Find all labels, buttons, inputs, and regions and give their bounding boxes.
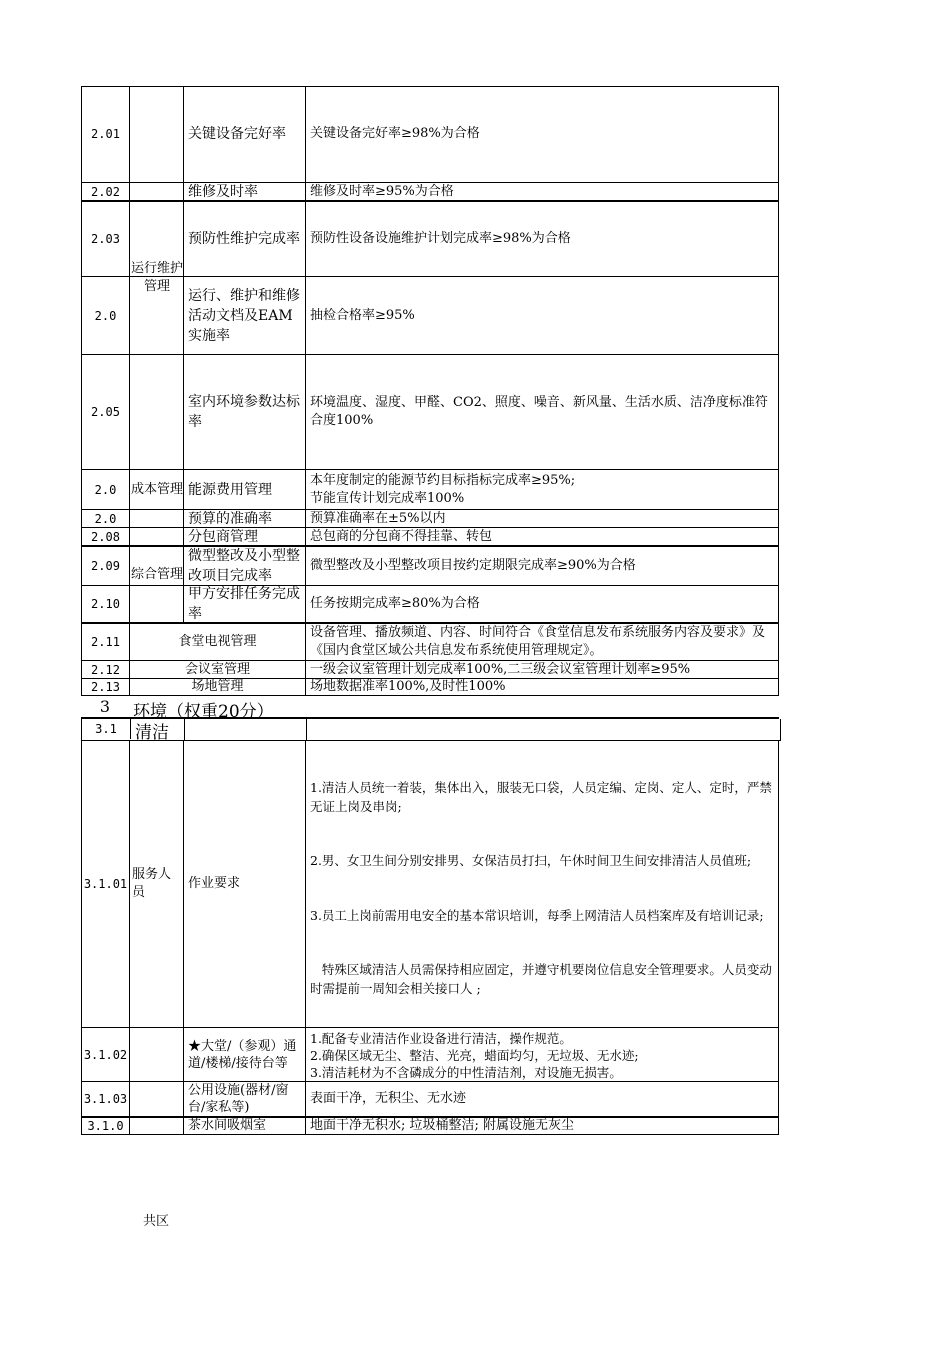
table-row — [81, 624, 779, 661]
category-cell — [129, 1028, 183, 1081]
item-name: 甲方安排任务完成率 — [183, 586, 305, 622]
table-row — [81, 86, 779, 183]
row-number: 2.01 — [81, 86, 129, 182]
section-number: 3.1 — [95, 722, 117, 736]
merged-item-name: 场地管理 — [129, 679, 305, 695]
item-standard: 维修及时率≥95%为合格 — [305, 183, 779, 200]
item-name: 能源费用管理 — [183, 470, 305, 509]
item-standard: 预算准确率在±5%以内 — [305, 510, 779, 527]
item-name: 茶水间吸烟室 — [183, 1118, 305, 1134]
category-cell — [129, 1082, 183, 1116]
row-number: 2.10 — [81, 586, 129, 622]
column-divider — [184, 719, 185, 740]
row-number: 2.0 — [81, 470, 129, 509]
table-row — [81, 1028, 779, 1082]
item-standard: 总包商的分包商不得挂靠、转包 — [305, 528, 779, 545]
item-standard: 场地数据准率100%,及时性100% — [305, 679, 779, 695]
table-row — [81, 661, 779, 679]
section-number: 3 — [99, 697, 111, 716]
row-number: 2.02 — [81, 183, 129, 200]
row-number: 2.13 — [81, 679, 129, 695]
table-row — [81, 547, 779, 586]
item-standard: 微型整改及小型整改项目按约定期限完成率≥90%为合格 — [305, 547, 779, 585]
table-row — [81, 586, 779, 624]
requirement-line: 1.配备专业清洁作业设备进行清洁，操作规范。 — [310, 1031, 572, 1046]
section-3-header — [81, 697, 779, 722]
section-title: 清洁 — [130, 718, 169, 739]
item-name: 运行、维护和维修活动文档及EAM实施率 — [183, 277, 305, 354]
item-standard: 抽检合格率≥95% — [305, 277, 779, 354]
requirement-line: 特殊区域清洁人员需保持相应固定，并遵守机要岗位信息安全管理要求。人员变动时需提前一周知会相关接口人 ; — [310, 962, 772, 996]
item-standard: 表面干净，无积尘、无水迹 — [305, 1082, 779, 1116]
item-requirements — [305, 1028, 779, 1081]
item-standard: 关键设备完好率≥98%为合格 — [305, 86, 779, 182]
section-title: 环境（权重20分） — [133, 702, 274, 722]
category-general: 综合管理 — [129, 528, 184, 622]
item-name: 预防性维护完成率 — [183, 202, 305, 276]
row-number: 2.11 — [81, 624, 129, 660]
row-number: 2.0 — [81, 277, 129, 354]
row-number: 3.1.0 — [81, 1118, 129, 1134]
table-row — [81, 202, 779, 277]
footer-text: 共区 — [143, 1214, 170, 1229]
item-standard: 地面干净无积水; 垃圾桶整洁; 附属设施无灰尘 — [305, 1118, 779, 1134]
item-name: 预算的准确率 — [183, 510, 305, 527]
item-standard: 环境温度、湿度、甲醛、CO2、照度、噪音、新风量、生活水质、洁净度标准符合度100% — [305, 355, 779, 469]
item-name: 关键设备完好率 — [183, 86, 305, 182]
item-name: 维修及时率 — [183, 183, 305, 200]
table-row — [81, 1082, 779, 1118]
row-number: 3.1.02 — [81, 1028, 129, 1081]
row-number: 2.05 — [81, 355, 129, 469]
table-row — [81, 470, 779, 510]
item-name: 作业要求 — [183, 741, 305, 1027]
category-cell — [129, 510, 183, 527]
row-number: 3.1.01 — [81, 741, 129, 1027]
table-row — [81, 183, 779, 202]
item-standard: 一级会议室管理计划完成率100%,二三级会议室管理计划率≥95% — [305, 661, 779, 678]
row-number: 2.0 — [81, 510, 129, 527]
item-name: ★大堂/（参观）通道/楼梯/接待台等 — [183, 1028, 305, 1081]
item-standard: 本年度制定的能源节约目标指标完成率≥95%; 节能宣传计划完成率100% — [305, 470, 779, 509]
category-cell — [129, 1118, 183, 1134]
item-name: 室内环境参数达标率 — [183, 355, 305, 469]
item-requirements — [305, 741, 779, 1027]
requirement-line: 3.清洁耗材为不含磷成分的中性清洁剂，对设施无损害。 — [310, 1065, 622, 1080]
row-number: 2.03 — [81, 202, 129, 276]
requirement-line: 3.员工上岗前需用电安全的基本常识培训，每季上网清洁人员档案库及有培训记录; — [310, 907, 764, 923]
item-standard: 任务按期完成率≥80%为合格 — [305, 586, 779, 622]
category-cost: 成本管理 — [129, 470, 184, 510]
section-3-1-header — [81, 719, 781, 741]
merged-item-name: 会议室管理 — [129, 661, 305, 678]
item-name: 微型整改及小型整改项目完成率 — [183, 547, 305, 585]
requirement-line: 2.男、女卫生间分别安排男、女保洁员打扫，午休时间卫生间安排清洁人员值班; — [310, 853, 752, 869]
requirement-line: 2.确保区域无尘、整洁、光亮，蜡面均匀，无垃圾、无水迹; — [310, 1048, 639, 1063]
column-divider — [306, 719, 307, 740]
category-staff: 服务人员 — [129, 741, 183, 1027]
row-number: 3.1.03 — [81, 1082, 129, 1116]
row-number: 2.12 — [81, 661, 129, 678]
table-row — [81, 510, 779, 528]
item-name: 分包商管理 — [183, 528, 305, 545]
table-row — [81, 528, 779, 547]
row-number: 2.08 — [81, 528, 129, 545]
merged-item-name: 食堂电视管理 — [129, 624, 305, 660]
category-ops: 运行维护管理 — [129, 86, 184, 469]
item-standard: 预防性设备设施维护计划完成率≥98%为合格 — [305, 202, 779, 276]
requirement-line: 1.清洁人员统一着装，集体出入，服装无口袋，人员定编、定岗、定人、定时，严禁无证上岗及串岗; — [310, 780, 772, 814]
item-standard: 设备管理、播放频道、内容、时间符合《食堂信息发布系统服务内容及要求》及《国内食堂区域公共信息发布系统使用管理规定》。 — [305, 624, 779, 660]
table-row — [81, 1118, 779, 1135]
table-row — [81, 679, 779, 696]
row-number: 2.09 — [81, 547, 129, 585]
item-name: 公用设施(器材/窗台/家私等) — [183, 1082, 305, 1116]
table-row — [81, 277, 779, 355]
table-row — [81, 741, 779, 1028]
table-row — [81, 355, 779, 470]
